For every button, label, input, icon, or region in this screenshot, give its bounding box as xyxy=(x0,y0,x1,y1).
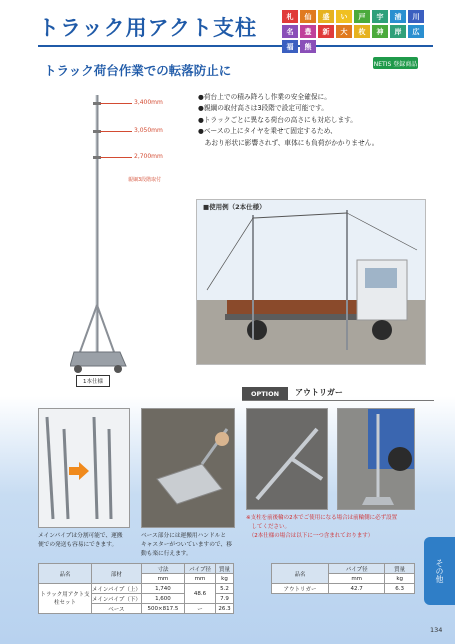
page-subtitle: トラック荷台作業での転落防止に xyxy=(44,63,232,78)
usage-label: ■使用例（2本仕様） xyxy=(203,203,266,211)
branch-cell: 宇 xyxy=(372,10,388,23)
branch-cell: 盛 xyxy=(318,10,334,23)
feature-item: ●荷台上での積み降ろし作業の安全確保に。 xyxy=(198,93,331,101)
product-name: トラック用アクト支柱セット xyxy=(39,584,92,614)
option-table: 品名 パイプ径 質量 mm kg アウトリガー 42.7 6.3 xyxy=(271,563,415,594)
branch-cell: 熊 xyxy=(300,40,316,53)
pipe-photo xyxy=(38,408,130,528)
dim-leader-2 xyxy=(100,131,132,132)
col-header-name: 品名 xyxy=(39,564,92,584)
feature-list xyxy=(198,92,420,149)
branch-cell: い xyxy=(336,10,352,23)
branch-cell: 岸 xyxy=(390,25,406,38)
outrigger-installed-photo xyxy=(337,408,415,510)
height-3050: 3,050mm xyxy=(134,127,163,134)
branch-cell: 浦 xyxy=(390,10,406,23)
usage-photo xyxy=(196,199,426,365)
base-caption: ベース部分には運搬用ハンドルと キャスターがついていますので、移 動も楽に行えます。 xyxy=(141,533,232,557)
base-photo xyxy=(141,408,235,528)
branch-cell: 札 xyxy=(282,10,298,23)
table-row: アウトリガー 42.7 6.3 xyxy=(272,584,415,594)
height-3400: 3,400mm xyxy=(134,99,163,106)
feature-item: ●トラックごとに異なる荷台の高さにも対応します。 xyxy=(198,115,357,124)
option-tag: OPTION xyxy=(242,387,288,400)
branch-cell: 広 xyxy=(408,25,424,38)
pipe-diameter: 48.6 xyxy=(185,584,216,604)
single-spec-caption: 1本仕様 xyxy=(76,375,110,387)
branch-cell: 枚 xyxy=(354,25,370,38)
col-header-part: 部材 xyxy=(92,564,142,584)
feature-item: ●ベースの上にタイヤを乗せて固定するため、 xyxy=(198,127,337,136)
branch-cell: 川 xyxy=(408,10,424,23)
opt-header-diameter: パイプ径 xyxy=(329,564,385,574)
height-2700: 2,700mm xyxy=(134,153,163,160)
outrigger-photo xyxy=(246,408,328,510)
branch-cell: 豊 xyxy=(300,25,316,38)
opt-header-name: 品名 xyxy=(272,564,329,584)
category-tab[interactable]: その他 xyxy=(424,537,455,605)
branch-cell: 戸 xyxy=(354,10,370,23)
table-row: ベース 500×817.5 ー 26.3 xyxy=(39,604,234,614)
branch-cell: 大 xyxy=(336,25,352,38)
branch-cell: 新 xyxy=(318,25,334,38)
page-title: トラック用アクト支柱 xyxy=(38,16,257,40)
page-number: 134 xyxy=(430,626,443,634)
dim-leader-1 xyxy=(100,103,132,104)
col-header-mass: 質量 xyxy=(216,564,234,574)
dim-leader-3 xyxy=(100,157,132,158)
branch-cell: 仙 xyxy=(300,10,316,23)
col-header-size: 寸法 xyxy=(141,564,184,574)
spec-table: 品名 部材 寸法 パイプ径 質量 mm mm kg トラック用アクト支柱セット メインパイプ（上） 1,740 48.6 5.2 メインパイプ（下） 1,600 7.9 ベース 500×817.5 ー 26.3 xyxy=(38,563,234,614)
table-row: メインパイプ（下） 1,600 7.9 xyxy=(39,594,234,604)
table-row: トラック用アクト支柱セット メインパイプ（上） 1,740 48.6 5.2 xyxy=(39,584,234,594)
branch-cell: 名 xyxy=(282,25,298,38)
option-title: アウトリガー xyxy=(295,388,343,397)
netis-badge: NETIS 登録商品 xyxy=(373,57,418,69)
outrigger-note: ※支柱を前後輪の2本でご使用になる場合は前輪側に必ず設置 してください。 （2本仕様の場合は以下に一つ含まれております） xyxy=(246,515,398,539)
branch-grid xyxy=(282,10,428,53)
feature-item: あおり形状に影響されず、車体にも負荷がかかりません。 xyxy=(198,138,379,147)
feature-item: ●親綱の取付高さは3段階で設定可能です。 xyxy=(198,104,328,113)
pole-note: 親綱3段階取付 xyxy=(128,177,162,183)
branch-cell: 神 xyxy=(372,25,388,38)
branch-cell: 福 xyxy=(282,40,298,53)
pole-illustration xyxy=(70,90,140,375)
col-header-diameter: パイプ径 xyxy=(185,564,216,574)
pipe-caption: メインパイプは分割可能で、運搬 便での発送も容易にできます。 xyxy=(38,533,123,548)
opt-header-mass: 質量 xyxy=(385,564,415,574)
